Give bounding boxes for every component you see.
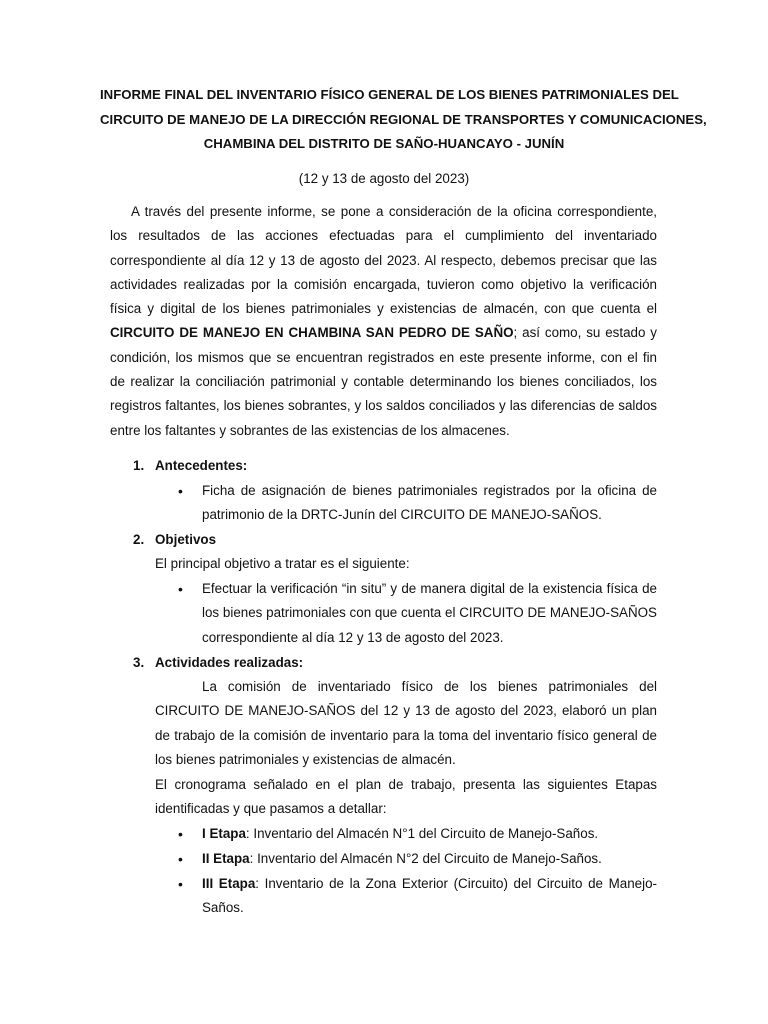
intro-bold-name: CIRCUITO DE MANEJO EN CHAMBINA SAN PEDRO DE SAÑO <box>110 325 514 341</box>
stage-label: II Etapa <box>202 851 250 866</box>
section-paragraph: La comisión de inventariado físico de los bienes patrimoniales del CIRCUITO DE MANEJO-SAÑOS del 12 y 13 de agosto del 2023, elaboró un plan de trabajo de la comisión de inventario para la toma del inventario físico general de los bienes patrimoniales y existencias de almacén. <box>155 679 657 767</box>
intro-text-2: ; así como, su estado y condición, los mismos que se encuentran registrados en este presente informe, con el fin de realizar la conciliación patrimonial y contable determinando los bienes conciliados, los registros faltantes, los bienes sobrantes, y los saldos conciliados y las diferencias de saldos entre los faltantes y sobrantes de las existencias de los almacenes. <box>110 325 658 438</box>
bullet-icon: • <box>178 581 183 597</box>
section-title: Actividades realizadas: <box>155 655 304 670</box>
bullet-item: Ficha de asignación de bienes patrimoniales registrados por la oficina de patrimonio de la DRTC-Junín del CIRCUITO DE MANEJO-SAÑOS. <box>202 483 657 523</box>
intro-paragraph <box>110 200 657 443</box>
document-title <box>100 83 707 157</box>
section-title: Antecedentes: <box>155 458 248 473</box>
section-number: 3. <box>133 655 145 670</box>
stage-item <box>202 847 657 871</box>
date-line: (12 y 13 de agosto del 2023) <box>298 171 470 186</box>
title-line-1: INFORME FINAL DEL INVENTARIO FÍSICO GENERAL DE LOS BIENES PATRIMONIALES DEL <box>100 87 679 102</box>
stage-item <box>202 872 657 921</box>
bullet-icon: • <box>178 876 183 892</box>
stage-label: I Etapa <box>202 826 246 841</box>
stage-item <box>202 822 657 846</box>
section-number: 2. <box>133 532 145 547</box>
bullet-icon: • <box>178 483 183 499</box>
section-paragraph: El cronograma señalado en el plan de trabajo, presenta las siguientes Etapas identificadas y que pasamos a detallar: <box>155 777 657 817</box>
section-title: Objetivos <box>155 532 217 547</box>
bullet-icon: • <box>178 851 183 867</box>
title-line-3: CHAMBINA DEL DISTRITO DE SAÑO-HUANCAYO - JUNÍN <box>203 136 565 151</box>
stage-label: III Etapa <box>202 876 256 891</box>
intro-text-1: A través del presente informe, se pone a consideración de la oficina correspondiente, los resultados de las acciones efectuadas para el cumplimiento del inventariado correspondiente al día 12 y 13 de agosto del 2023. Al respecto, debemos precisar que las actividades realizadas por la comisión encargada, tuvieron como objetivo la verificación física y digital de los bienes patrimoniales y existencias de almacén, con que cuenta el <box>110 204 657 317</box>
stage-text: : Inventario del Almacén N°2 del Circuito de Manejo-Saños. <box>249 851 602 866</box>
title-line-2: CIRCUITO DE MANEJO DE LA DIRECCIÓN REGIONAL DE TRANSPORTES Y COMUNICACIONES, <box>100 111 707 127</box>
bullet-icon: • <box>178 826 183 842</box>
section-number: 1. <box>133 458 145 473</box>
stage-text: : Inventario de la Zona Exterior (Circuito) del Circuito de Manejo-Saños. <box>202 876 657 916</box>
stage-text: : Inventario del Almacén N°1 del Circuito de Manejo-Saños. <box>245 826 599 841</box>
section-intro: El principal objetivo a tratar es el siguiente: <box>155 556 410 571</box>
bullet-item: Efectuar la verificación “in situ” y de manera digital de la existencia física de los bienes patrimoniales con que cuenta el CIRCUITO DE MANEJO-SAÑOS correspondiente al día 12 y 13 de agosto del 2023. <box>202 581 657 645</box>
